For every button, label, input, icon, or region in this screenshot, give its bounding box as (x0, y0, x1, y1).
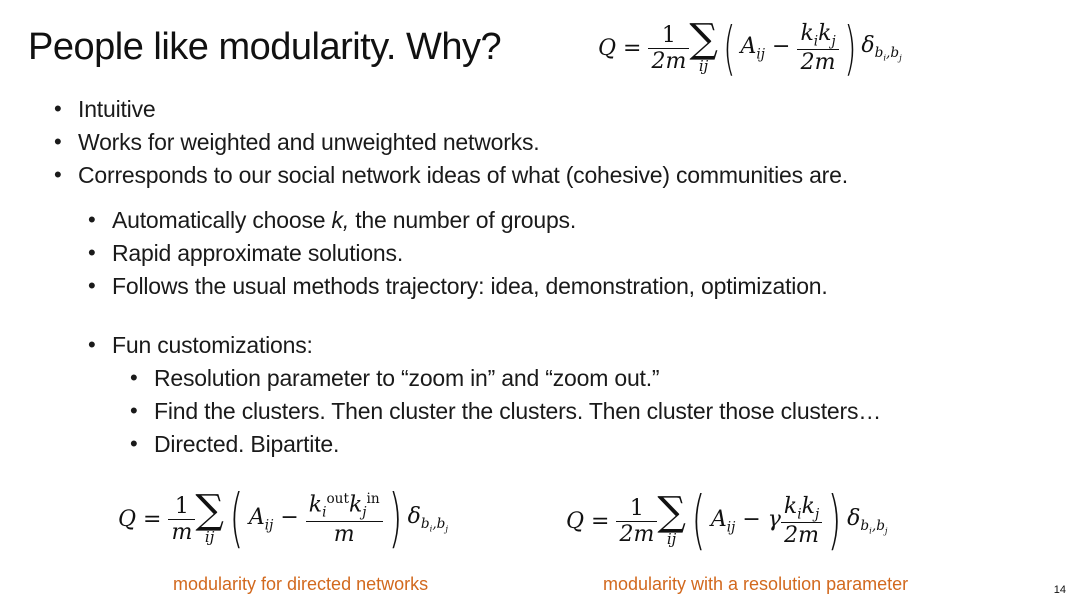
bullet-weighted: • Works for weighted and unweighted networks. (54, 129, 540, 155)
bullet-dot: • (88, 207, 96, 232)
bullet-dot: • (88, 332, 96, 357)
bullet-dot: • (54, 129, 62, 154)
bullet-clusters: • Find the clusters. Then cluster the clusters. Then cluster those clusters… (130, 398, 882, 424)
bullet-dot: • (88, 240, 96, 265)
slide-title: People like modularity. Why? (28, 26, 502, 68)
resolution-modularity-formula: Q = $\frac{1}{2m}$ ∑ ij ( $A_{ij} - \gamma$ $\frac{k_ik_j}{2m}$ ) $\delta_{b_i,b_j}$ (566, 484, 888, 558)
bullet-dot: • (130, 398, 138, 423)
bullet-dot: • (54, 162, 62, 187)
bullet-choose-k: • Automatically choose k, the number of groups. (88, 207, 577, 233)
bullet-dot: • (130, 431, 138, 456)
caption-resolution: modularity with a resolution parameter (603, 574, 909, 594)
bullet-fun: • Fun customizations: (88, 332, 313, 358)
bullet-trajectory: • Follows the usual methods trajectory: idea, demonstration, optimization. (88, 273, 828, 299)
bullet-dot: • (54, 96, 62, 121)
bullet-dot: • (88, 273, 96, 298)
bullet-dot: • (130, 365, 138, 390)
bullet-rapid: • Rapid approximate solutions. (88, 240, 404, 266)
modularity-formula: Q = $\frac{1}{2m}$ ∑ ij ( $A_{ij}$ − $\frac{k_ik_j}{2m}$ ) $\delta_{b_i,b_j}$ (598, 14, 902, 82)
bullet-directed: • Directed. Bipartite. (130, 431, 340, 457)
bullet-resolution: • Resolution parameter to “zoom in” and “zoom out.” (130, 365, 660, 391)
bullet-social: • Corresponds to our social network ideas of what (cohesive) communities are. (54, 162, 848, 188)
caption-directed: modularity for directed networks (173, 574, 429, 594)
page-number: 14 (1053, 584, 1066, 596)
bullet-intuitive: • Intuitive (54, 96, 156, 122)
directed-modularity-formula: Q = $\frac{1}{m}$ ∑ ij ( $A_{ij}$ − $\frac{k_i^{out}k_j^{in}}{m}$ ) $\delta_{b_i,b_j}$ (118, 482, 449, 556)
k-variable: k, (331, 207, 350, 233)
